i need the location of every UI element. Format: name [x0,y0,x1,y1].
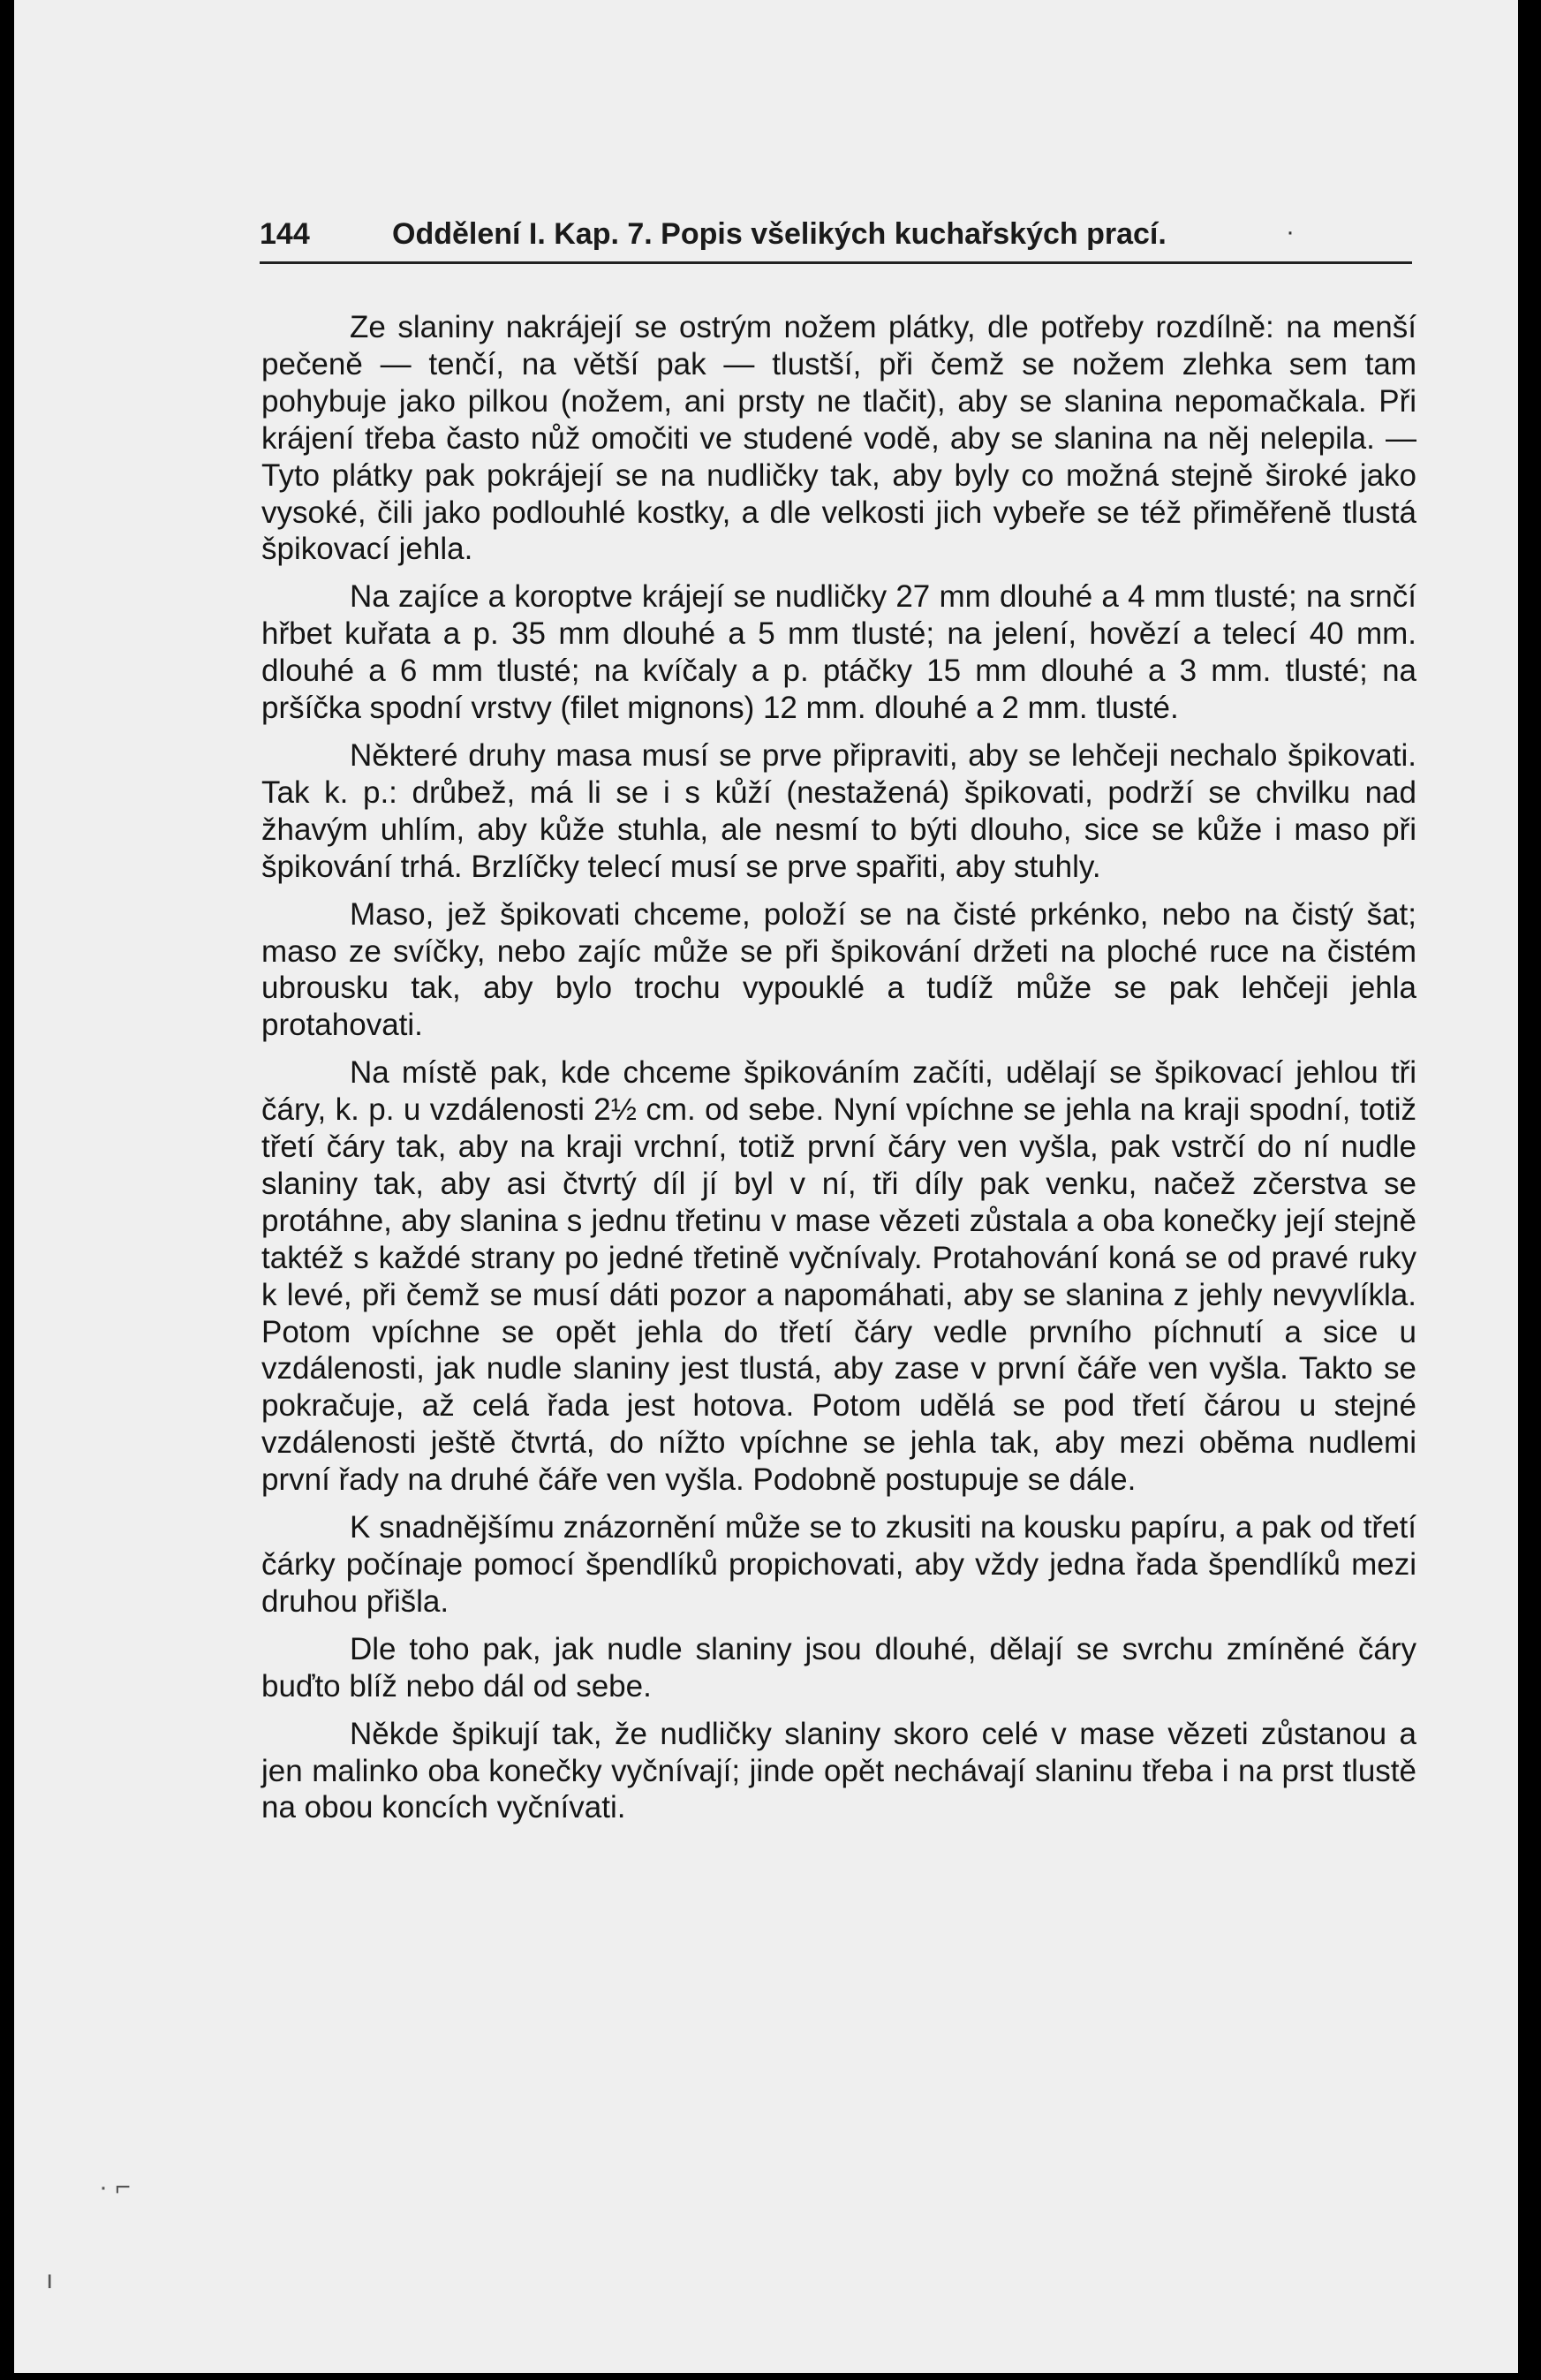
book-page [14,0,1518,2373]
scan-speck-edge: ı [46,2265,54,2294]
running-title: Oddělení I. Kap. 7. Popis všelikých kuchařských prací. [392,217,1167,251]
paragraph-holding-meat: Maso, jež špikovati chceme, položí se na čisté prkénko, nebo na čistý šat; maso ze svíčky, nebo zajíc může se při špikování držeti na ploché ruce na čistém ubrousku tak, aby bylo trochu vypouklé a tudíž může se pak lehčeji jehla protahovati. [261,896,1416,1043]
paragraph-preparation: Některé druhy masa musí se prve připraviti, aby se lehčeji nechalo špikovati. Tak k. p.: drůbež, má li se i s kůží (nestažená) špikovati, podrží se chvilku nad žhavým uhlím, aby kůže stuhla, ale nesmí to býti dlouho, sice se kůže i maso při špikování trhá. Brzlíčky telecí musí se prve spařiti, aby stuhly. [261,737,1416,884]
paragraph-paper-practice: K snadnějšímu znázornění může se to zkusiti na kousku papíru, a pak od třetí čárky počínaje pomocí špendlíků propichovati, aby vždy jedna řada špendlíků mezi druhou přišla. [261,1510,1416,1619]
paragraph-bacon-slicing: Ze slaniny nakrájejí se ostrým nožem plátky, dle potřeby rozdílně: na menší pečeně — tenčí, na větší pak — tlustší, při čemž se nožem zlehka sem tam pohybuje jako pilkou (nožem, ani prsty ne tlačit), aby se slanina nepomačkala. Při krájení třeba často nůž omočiti ve studené vodě, aby se slanina na něj nelepila. — Tyto plátky pak pokrájejí se na nudličky tak, aby byly co možná stejně široké jako vysoké, čili jako podlouhlé kostky, a dle velkosti jich vybeře se též přiměřeně tlustá špikovací jehla. [261,310,1416,567]
paragraph-variations: Někde špikují tak, že nudličky slaniny skoro celé v mase vězeti zůstanou a jen malinko oba konečky vyčnívají; jinde opět nechávají slaninu třeba i na prst tlustě na obou koncích vyčnívati. [261,1716,1416,1825]
page-number: 144 [260,217,310,251]
paragraph-larding-method: Na místě pak, kde chceme špikováním začíti, udělají se špikovací jehlou tři čáry, k. p. u vzdálenosti 2½ cm. od sebe. Nyní vpíchne se jehla na kraji spodní, totiž třetí čáry tak, aby na kraji vrchní, totiž první čáry ven vyšla, pak vstrčí do ní nudle slaniny tak, aby asi čtvrtý díl jí byl v ní, tři díly pak venku, načež zčerstva se protáhne, aby slanina s jednu třetinu v mase vězeti zůstala a oba konečky její stejně taktéž s každé strany po jedné třetině vyčnívaly. Protahování koná se od pravé ruky k levé, při čemž se musí dáti pozor a napomáhati, aby se slanina z jehly nevyvlíkla. Potom vpíchne se opět jehla do třetí čáry vedle prvního píchnutí a sice u vzdálenosti, jak nudle slaniny jest tlustá, aby zase v první čáře ven vyšla. Takto se pokračuje, až celá řada jest hotova. Potom udělá se pod třetí čárou u stejné vzdálenosti ještě čtvrtá, do nížto vpíchne se jehla tak, aby mezi oběma nudlemi první řady na druhé čáře ven vyšla. Podobně postupuje se dále. [261,1055,1416,1498]
paragraph-line-spacing: Dle toho pak, jak nudle slaniny jsou dlouhé, dělají se svrchu zmíněné čáry buďto blíž nebo dál od sebe. [261,1631,1416,1704]
header-speck: · [1286,217,1295,246]
header-rule [260,261,1412,264]
scan-speck: · ⌐ [99,2172,131,2202]
running-header [260,212,1412,254]
paragraph-strip-sizes: Na zajíce a koroptve krájejí se nudličky 27 mm dlouhé a 4 mm tlusté; na srnčí hřbet kuřata a p. 35 mm dlouhé a 5 mm tlusté; na jelení, hovězí a telecí 40 mm. dlouhé a 6 mm tlusté; na kvíčaly a p. ptáčky 15 mm dlouhé a 3 mm. tlusté; na pršíčka spodní vrstvy (filet mignons) 12 mm. dlouhé a 2 mm. tlusté. [261,579,1416,726]
body-text [261,309,1416,1826]
